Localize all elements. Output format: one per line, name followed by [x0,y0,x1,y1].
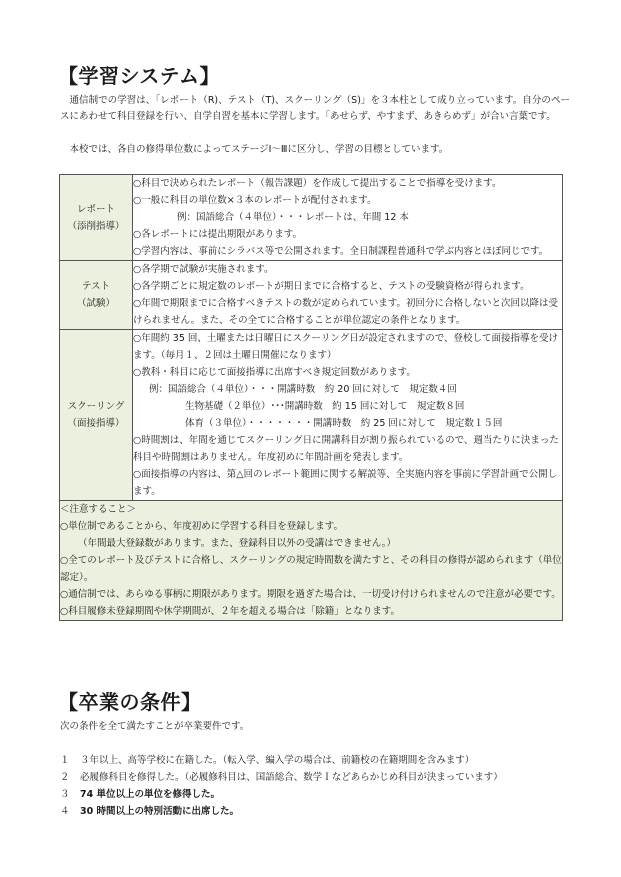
report-sublabel: （添削指導） [67,220,125,232]
note-line: ○通信制では、あらゆる事柄に期限があります。期限を過ぎた場合は、一切受け付けられませんので注意が必要です。 [60,589,561,600]
test-label: テスト [81,281,111,292]
test-line: ○各学期ごとに規定数のレポートが期日までに合格すると、テストの受験資格が得られます。 [133,281,530,292]
requirement-number: １ [60,755,70,766]
schooling-label: スクーリング [67,401,125,412]
learning-system-table [59,174,563,621]
report-example-line: 例：国語総合（４単位）・・・レポートは、年間 12 本 [177,212,409,223]
report-line: ○一般に科目の単位数×３本のレポートが配付されます。 [133,195,377,206]
schooling-content-cell [133,330,563,501]
schooling-row [60,330,563,501]
test-sublabel: （試験） [76,298,115,309]
test-row [60,261,563,330]
report-label: レポート [76,203,115,215]
graduation-intro: 次の条件を全て満たすことが卒業要件です。 [60,721,250,732]
requirement-text: 74 単位以上の単位を修得した。 [80,789,221,800]
notes-cell [60,501,563,621]
schooling-line: ○年間約 35 回、土曜または日曜日にスクーリング日が設定されますので、登校して面接指導を受けます。（毎月１、２回は土曜日開催になります） [133,333,559,361]
stage-description-paragraph: 本校では、各自の修得単位数によってステージⅠ～Ⅲに区分し、学習の目標としています。 [69,144,449,155]
report-line: ○科目で決められたレポート（報告課題）を作成して提出することで指導を受けます。 [133,178,502,189]
note-line: ○全てのレポート及びテストに合格し、スクーリングの規定時間数を満たすと、その科目の修得が認められます（単位認定）。 [60,555,562,583]
schooling-example-line: 例：国語総合（４単位）・・・開講時数 約 20 回に対して 規定数４回 [149,384,457,395]
report-line: ○学習内容は、事前にシラバス等で公開されます。全日制課程普通科で学ぶ内容とほぼ同じです。 [133,246,549,257]
report-row [60,175,563,261]
report-line: ○各レポートには提出期限があります。 [133,229,303,240]
requirement-number: ４ [60,806,70,817]
report-content-cell [133,175,563,261]
schooling-label-cell [60,330,133,501]
schooling-line: ○教科・科目に応じて面接指導に出席すべき規定回数があります。 [133,367,416,378]
learning-system-heading: 【学習システム】 [58,64,220,88]
report-label-cell [60,175,133,261]
schooling-example-line: 体育（３単位）・・・・・・・開講時数 約 25 回に対して 規定数１５回 [185,418,503,429]
requirement-number: ３ [60,789,70,800]
requirement-item [60,786,220,803]
graduation-heading: 【卒業の条件】 [58,690,202,714]
requirement-text: 30 時間以上の特別活動に出席した。 [80,806,240,817]
schooling-line: ○面接指導の内容は、第△回のレポート範囲に関する解説等、全実施内容を事前に学習計画で公開します。 [133,469,558,497]
requirement-item [60,769,503,786]
learning-intro-paragraph: 通信制での学習は、「レポート（R)、テスト（T)、スクーリング（S)」を３本柱として成り立っています。自分のペースにあわせて科目登録を行い、自学自習を基本に学習します。「あせらず、やすまず、あきらめず」が合い言葉です。 [60,95,570,122]
note-line: ○科目履修未登録期間や休学期間が、２年を超える場合は「除籍」となります。 [60,606,401,617]
test-line: ○各学期で試験が実施されます。 [133,264,274,275]
requirement-item [60,803,239,820]
note-line: （年間最大登録数があります。また、登録科目以外の受講はできません。） [78,538,397,549]
schooling-example-line: 生物基礎（２単位）･･･開講時数 約 15 回に対して 規定数８回 [185,401,465,412]
requirement-text: ３年以上、高等学校に在籍した。（転入学、編入学の場合は、前籍校の在籍期間を含みます） [80,755,475,766]
schooling-sublabel: （面接指導） [67,418,125,429]
test-content-cell [133,261,563,330]
requirement-item [60,752,474,769]
requirement-text: 必履修科目を修得した。（必履修科目は、国語総合、数学Ｉなどあらかじめ科目が決まっています） [80,772,503,783]
note-line: ○単位制であることから、年度初めに学習する科目を登録します。 [60,521,344,532]
schooling-line: ○時間割は、年間を通じてスクーリング日に開講科目が割り振られているので、週当たりに決まった科目や時間割はありません。年度初めに年間計画を発表します。 [133,435,559,463]
notes-row [60,501,563,621]
requirement-number: ２ [60,772,70,783]
test-line: ○年間で期限までに合格すべきテストの数が定められています。初回分に合格しないと次回以降は受けられません。また、その全てに合格することが単位認定の条件となります。 [133,298,558,326]
test-label-cell [60,261,133,330]
notes-heading: ＜注意すること＞ [60,504,137,515]
